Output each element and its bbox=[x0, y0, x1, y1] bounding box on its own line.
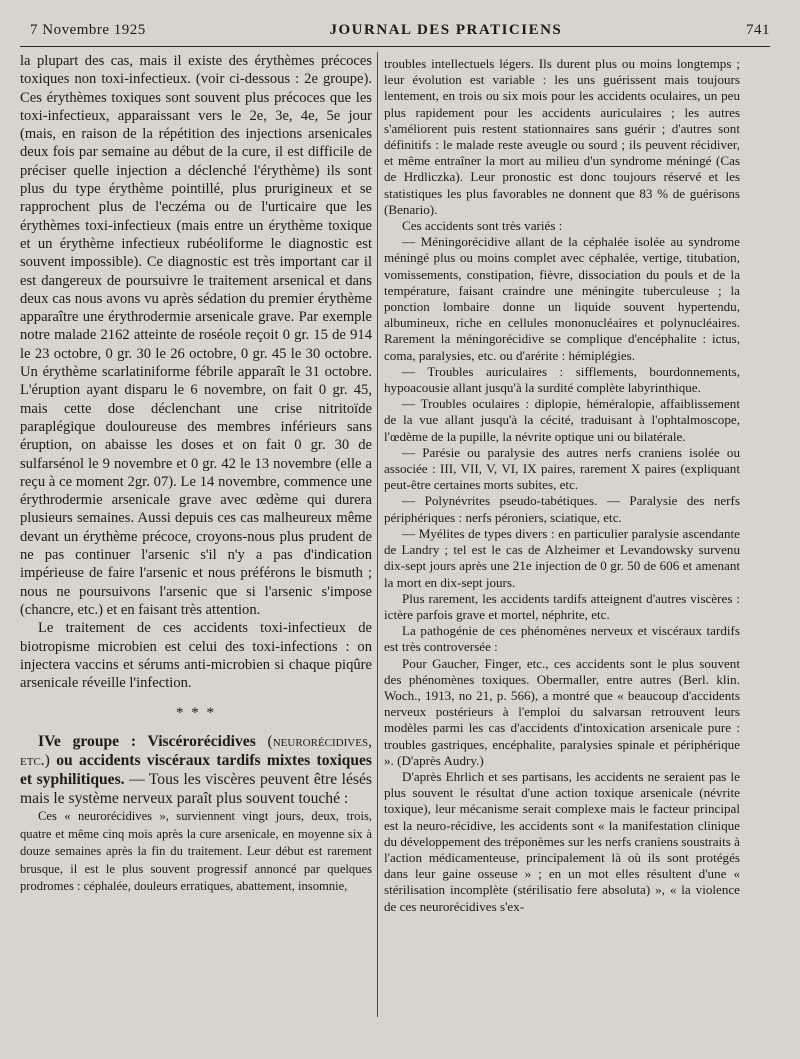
right-paragraph-12: D'après Ehrlich et ses partisans, les accidents ne seraient pas le plus souvent le résultat d'une action toxique arsenicale (névrite toxique), leur mécanisme serait complexe mais le facteur principal est la neuro-récidive, les accidents sont « la manifestation clinique du développement des tréponèmes sur les nerfs craniens soustraits à l'action médicamenteuse, principalement là où ils sont protégés dans leur gaine osseuse » ; en un mot elles résultent d'une « stérilisation incomplète (stérilisatio fere absoluta) », « la violence de ces neurorécidives s'ex- bbox=[384, 768, 740, 914]
right-paragraph-3: — Méningorécidive allant de la céphalée isolée au syndrome méningé plus ou moins complet avec céphalée, vertige, titubation, vomissements, constipation, fièvre, dissociation du pouls et de la température, faisant craindre une méningite tuberculeuse ; la ponction lombaire donne un liquide souvent hypertendu, albumineux, riche en cellules mononucléaires et polynucléaires. Rarement la méningorécidive se complique d'encéphalite : ictus, coma, paralysies, etc. ou d'arérite : hémiplégies. bbox=[384, 234, 740, 363]
right-paragraph-4: — Troubles auriculaires : sifflements, bourdonnements, hypoacousie allant jusqu'à la surdité complète labyrinthique. bbox=[384, 363, 740, 396]
left-paragraph-1: la plupart des cas, mais il existe des érythèmes précoces toxiques non toxi-infectieux. (voir ci-dessous : 2e groupe). Ces érythèmes toxiques sont souvent plus précoces que les toxi-infectieux, apparaissant vers le 2e, 3e, 4e, 5e jour (mais, en raison de la répétition des injections arsenicales deux fois par semaine au début de la cure, il est difficile de préciser quelle injection a déclenché l'érythème) ils sont plus du type érythème pointillé, plus prurigineux et se rapprochent plus de l'eczéma ou de l'urticaire que les érythèmes toxi-infectieux (mais entre un érythème toxique et un érythème infectieux rubéoliforme le diagnostic est souvent impossible). Ce diagnostic est très important car il est dangereux de poursuivre le traitement arsenical et dans deux cas nous avons vu après sédation du premier érythème apparaître une érythrodermie arsenicale grave. Par exemple notre malade 2162 atteinte de roséole reçoit 0 gr. 15 de 914 le 23 octobre, 0 gr. 30 le 26 octobre, 0 gr. 45 le 30 octobre. Un érythème scarlatiniforme fébrile apparaît le 31 octobre. L'éruption ayant disparu le 6 novembre, on fait 0 gr. 45, mais cette dose déclenchant une crise nitritoïde paraplégique douloureuse des membres inférieurs sans éruption, on abaisse les doses et on fait 0 gr. 30 de sulfarsénol le 9 novembre et 0 gr. 42 le 13 novembre (elle a reçu à ce moment 2gr. 07). Le 14 novembre, commence une érythrodermie arsenicale grave avec œdème qui durera plusieurs semaines. Aussi depuis ces cas malheureux même devant un érythème précoce, croyons-nous plus prudent de ne pas continuer l'arsenic s'il n'y a pas d'indication impérieuse de faire l'arsenic et nous préférons le bismuth ; nous ne poursuivons l'arsenic que si l'arsenic s'impose (chancre, etc.) et en faisant très attention. bbox=[20, 53, 372, 618]
section-heading-group-4 bbox=[20, 732, 372, 808]
right-paragraph-5: — Troubles oculaires : diplopie, héméralopie, affaiblissement de la vue allant jusqu'à la cécité, traduisant à l'ophtalmoscope, l'œdème de la pupille, la névrite optique uni ou bilatérale. bbox=[384, 396, 740, 444]
left-paragraph-3: Ces « neurorécidives », surviennent vingt jours, deux, trois, quatre et même cinq mois après la cure arsenicale, en moyenne six à douze semaines après la fin du traitement. Leur début est rarement brusque, il est le plus souvent progressif annoncé par quelques prodromes : céphalée, douleurs erratiques, abattement, insomnie, bbox=[20, 809, 372, 894]
right-paragraph-6: — Parésie ou paralysie des autres nerfs craniens isolée ou associée : III, VII, V, VI, IX paires, rarement X paires (expliquant peut-être certaines morts subites, etc. bbox=[384, 444, 740, 493]
column-divider bbox=[377, 52, 378, 1017]
section-separator-stars: * * * bbox=[176, 705, 216, 722]
left-column bbox=[20, 52, 372, 895]
right-paragraph-2: Ces accidents sont très variés : bbox=[402, 218, 563, 234]
right-column bbox=[384, 56, 740, 915]
header-rule bbox=[20, 46, 770, 47]
heading-bold-part-2: ou accidents viscéraux tardifs mixtes toxiques et syphilitiques. bbox=[20, 752, 373, 789]
right-paragraph-7: — Polynévrites pseudo-tabétiques. — Paralysie des nerfs périphériques : nerfs péroniers, sciatique, etc. bbox=[384, 493, 740, 525]
right-paragraph-11: Pour Gaucher, Finger, etc., ces accidents sont le plus souvent des phénomènes toxiques. Obermaller, entre autres (Berl. klin. Woch., 1913, no 21, p. 566), a montré que « beaucoup d'accidents nerveux postérieurs à l'emploi du salvarsan retrouvent leurs modèles parmi les cas d'accidents d'intoxication arsenicale pure : troubles gastriques, encéphalite, paralysies spinale et périphérique ». (D'après Audry.) bbox=[384, 655, 740, 768]
heading-rest: — Tous les viscères peuvent être lésés mais le système nerveux paraît plus souvent touché : bbox=[20, 771, 372, 808]
heading-small-caps: (neurorécidives, etc.) bbox=[20, 733, 372, 770]
page-header bbox=[30, 22, 770, 46]
header-date: 7 Novembre 1925 bbox=[30, 22, 146, 38]
right-paragraph-10: La pathogénie de ces phénomènes nerveux et viscéraux tardifs est très controversée : bbox=[384, 623, 740, 655]
left-paragraph-2: Le traitement de ces accidents toxi-infectieux de biotropisme microbien est celui des toxi-infections : on injectera vaccins et sérums anti-microbien si chaque piqûre arsenicale réveille l'infection. bbox=[20, 620, 372, 692]
right-paragraph-8: — Myélites de types divers : en particulier paralysie ascendante de Landry ; tel est le cas de Alzheimer et Levandowsky survenu dix-sept jours après une 21e injection de 0 gr. 50 de 606 et amenant la mort en dix-sept jours. bbox=[384, 525, 740, 590]
journal-title: JOURNAL DES PRATICIENS bbox=[329, 22, 563, 38]
right-paragraph-9: Plus rarement, les accidents tardifs atteignent d'autres viscères : ictère parfois grave et mortel, néphrite, etc. bbox=[384, 590, 740, 622]
right-paragraph-1: troubles intellectuels légers. Ils durent plus ou moins longtemps ; leur évolution est variable : les uns guérissent mais toujours lentement, en trois ou six mois pour les accidents oculaires, un peu plus rapidement pour les accidents auriculaires ; les autres s'améliorent puis restent stationnaires sans guérir ; d'autres sont définitifs : le malade reste aveugle ou sourd ; ils peuvent récidiver, et même entraîner la mort au milieu d'un syndrome méningé (Cas de Hrdliczka). Leur pronostic est donc toujours réservé et les statistiques les plus favorables ne donnent que 83 % de guérisons (Benario). bbox=[384, 56, 740, 217]
heading-bold-part-1: IVe groupe : Viscérorécidives bbox=[38, 733, 256, 751]
page-number: 741 bbox=[745, 22, 770, 38]
